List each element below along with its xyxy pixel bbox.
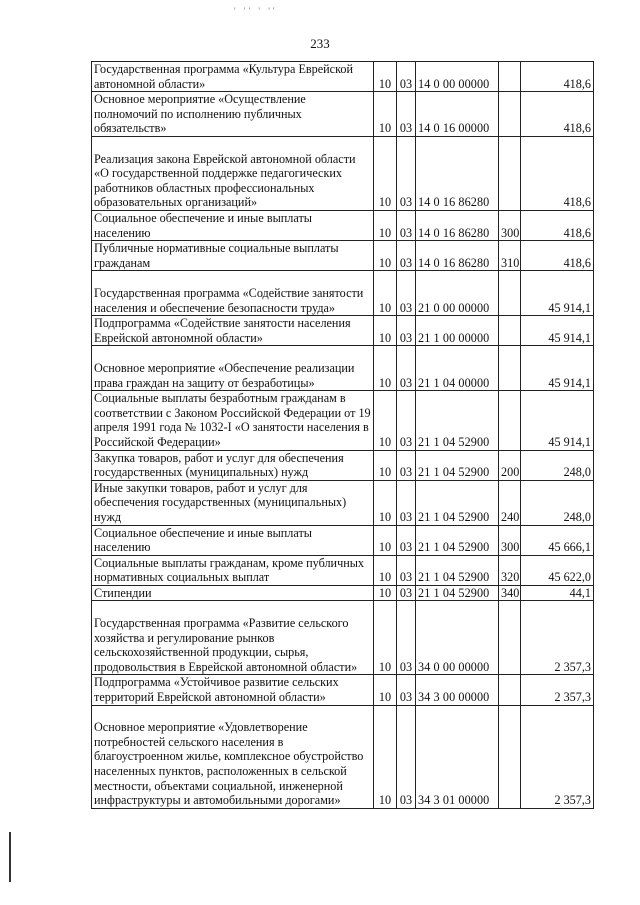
row-expense-type-cell: 340 <box>499 585 521 601</box>
row-name-cell: Основное мероприятие «Удовлетворение потребностей сельского населения в благоустроенном жилье, комплексное обустройство населенных пунктов, расположенных в сельской местности, объектами социальной, инженерной инфраструктуры и автомобильными дорогами» <box>92 705 374 808</box>
row-section-cell: 10 <box>374 450 397 480</box>
row-target-article-cell: 21 1 04 52900 <box>416 525 499 555</box>
row-section-cell: 10 <box>374 601 397 675</box>
row-section-cell: 10 <box>374 62 397 92</box>
table-row <box>92 210 594 240</box>
row-expense-type-cell <box>499 92 521 137</box>
row-section-cell: 10 <box>374 705 397 808</box>
row-name-cell: Стипендии <box>92 585 374 601</box>
row-amount-cell: 2 357,3 <box>521 705 594 808</box>
row-name-cell: Государственная программа «Культура Еврейской автономной области» <box>92 62 374 92</box>
row-name-cell: Иные закупки товаров, работ и услуг для обеспечения государственных (муниципальных) нужд <box>92 480 374 525</box>
row-expense-type-cell <box>499 136 521 210</box>
table-row <box>92 585 594 601</box>
row-expense-type-cell: 300 <box>499 525 521 555</box>
row-amount-cell: 45 914,1 <box>521 346 594 391</box>
row-expense-type-cell: 320 <box>499 555 521 585</box>
row-name-cell: Социальные выплаты безработным гражданам в соответствии с Законом Российской Федерации от 19 апреля 1991 года № 1032-I «О занятости населения в Российской Федерации» <box>92 391 374 450</box>
row-expense-type-cell <box>499 271 521 316</box>
row-subsection-cell: 03 <box>397 480 416 525</box>
row-expense-type-cell <box>499 316 521 346</box>
row-name-cell: Публичные нормативные социальные выплаты гражданам <box>92 241 374 271</box>
row-section-cell: 10 <box>374 346 397 391</box>
row-subsection-cell: 03 <box>397 346 416 391</box>
row-target-article-cell: 21 1 04 52900 <box>416 480 499 525</box>
row-name-cell: Реализация закона Еврейской автономной области «О государственной поддержке педагогических работников областных профессиональных образовательных организаций» <box>92 136 374 210</box>
row-amount-cell: 45 914,1 <box>521 316 594 346</box>
row-section-cell: 10 <box>374 210 397 240</box>
row-amount-cell: 45 666,1 <box>521 525 594 555</box>
row-target-article-cell: 21 1 00 00000 <box>416 316 499 346</box>
row-amount-cell: 44,1 <box>521 585 594 601</box>
table-row <box>92 92 594 137</box>
row-expense-type-cell: 300 <box>499 210 521 240</box>
row-name-cell: Подпрограмма «Устойчивое развитие сельских территорий Еврейской автономной области» <box>92 675 374 705</box>
table-row <box>92 675 594 705</box>
row-target-article-cell: 14 0 00 00000 <box>416 62 499 92</box>
table-row <box>92 480 594 525</box>
row-name-cell: Социальное обеспечение и иные выплаты населению <box>92 210 374 240</box>
scan-artifact-marks: ' '' ' '' <box>234 6 278 16</box>
budget-table <box>91 61 594 809</box>
row-expense-type-cell: 240 <box>499 480 521 525</box>
row-name-cell: Государственная программа «Содействие занятости населения и обеспечение безопасности труда» <box>92 271 374 316</box>
row-amount-cell: 248,0 <box>521 480 594 525</box>
row-expense-type-cell: 200 <box>499 450 521 480</box>
table-row <box>92 391 594 450</box>
row-name-cell: Основное мероприятие «Осуществление полномочий по исполнению публичных обязательств» <box>92 92 374 137</box>
row-target-article-cell: 34 0 00 00000 <box>416 601 499 675</box>
row-amount-cell: 2 357,3 <box>521 675 594 705</box>
row-amount-cell: 418,6 <box>521 241 594 271</box>
row-expense-type-cell <box>499 62 521 92</box>
table-row <box>92 241 594 271</box>
row-name-cell: Социальное обеспечение и иные выплаты населению <box>92 525 374 555</box>
row-section-cell: 10 <box>374 136 397 210</box>
row-target-article-cell: 34 3 01 00000 <box>416 705 499 808</box>
row-subsection-cell: 03 <box>397 601 416 675</box>
row-subsection-cell: 03 <box>397 585 416 601</box>
row-amount-cell: 418,6 <box>521 92 594 137</box>
row-target-article-cell: 21 1 04 52900 <box>416 450 499 480</box>
table-row <box>92 62 594 92</box>
budget-table-body <box>92 62 594 809</box>
row-amount-cell: 45 622,0 <box>521 555 594 585</box>
row-subsection-cell: 03 <box>397 525 416 555</box>
row-section-cell: 10 <box>374 271 397 316</box>
row-section-cell: 10 <box>374 241 397 271</box>
row-target-article-cell: 21 1 04 00000 <box>416 346 499 391</box>
row-section-cell: 10 <box>374 92 397 137</box>
row-amount-cell: 2 357,3 <box>521 601 594 675</box>
row-name-cell: Подпрограмма «Содействие занятости населения Еврейской автономной области» <box>92 316 374 346</box>
table-row <box>92 271 594 316</box>
row-name-cell: Социальные выплаты гражданам, кроме публичных нормативных социальных выплат <box>92 555 374 585</box>
row-section-cell: 10 <box>374 555 397 585</box>
row-subsection-cell: 03 <box>397 450 416 480</box>
row-section-cell: 10 <box>374 480 397 525</box>
table-row <box>92 136 594 210</box>
row-expense-type-cell <box>499 675 521 705</box>
page-number: 233 <box>310 36 330 51</box>
row-expense-type-cell: 310 <box>499 241 521 271</box>
row-section-cell: 10 <box>374 391 397 450</box>
table-row <box>92 316 594 346</box>
row-amount-cell: 418,6 <box>521 136 594 210</box>
row-target-article-cell: 14 0 16 86280 <box>416 136 499 210</box>
table-row <box>92 346 594 391</box>
row-amount-cell: 45 914,1 <box>521 391 594 450</box>
row-expense-type-cell <box>499 346 521 391</box>
row-section-cell: 10 <box>374 525 397 555</box>
row-target-article-cell: 14 0 16 00000 <box>416 92 499 137</box>
row-expense-type-cell <box>499 601 521 675</box>
row-subsection-cell: 03 <box>397 391 416 450</box>
row-target-article-cell: 21 0 00 00000 <box>416 271 499 316</box>
table-row <box>92 601 594 675</box>
row-subsection-cell: 03 <box>397 136 416 210</box>
row-subsection-cell: 03 <box>397 271 416 316</box>
row-subsection-cell: 03 <box>397 210 416 240</box>
row-subsection-cell: 03 <box>397 705 416 808</box>
row-target-article-cell: 34 3 00 00000 <box>416 675 499 705</box>
row-target-article-cell: 21 1 04 52900 <box>416 555 499 585</box>
table-row <box>92 525 594 555</box>
row-amount-cell: 418,6 <box>521 62 594 92</box>
row-target-article-cell: 14 0 16 86280 <box>416 210 499 240</box>
table-row <box>92 450 594 480</box>
row-amount-cell: 418,6 <box>521 210 594 240</box>
row-name-cell: Основное мероприятие «Обеспечение реализации права граждан на защиту от безработицы» <box>92 346 374 391</box>
row-target-article-cell: 14 0 16 86280 <box>416 241 499 271</box>
row-subsection-cell: 03 <box>397 555 416 585</box>
row-section-cell: 10 <box>374 675 397 705</box>
row-amount-cell: 248,0 <box>521 450 594 480</box>
row-amount-cell: 45 914,1 <box>521 271 594 316</box>
row-subsection-cell: 03 <box>397 675 416 705</box>
row-section-cell: 10 <box>374 585 397 601</box>
row-section-cell: 10 <box>374 316 397 346</box>
row-name-cell: Закупка товаров, работ и услуг для обеспечения государственных (муниципальных) нужд <box>92 450 374 480</box>
row-subsection-cell: 03 <box>397 316 416 346</box>
row-target-article-cell: 21 1 04 52900 <box>416 585 499 601</box>
row-subsection-cell: 03 <box>397 62 416 92</box>
table-row <box>92 705 594 808</box>
table-row <box>92 555 594 585</box>
row-subsection-cell: 03 <box>397 241 416 271</box>
row-subsection-cell: 03 <box>397 92 416 137</box>
row-expense-type-cell <box>499 391 521 450</box>
left-margin-line <box>9 832 11 882</box>
row-expense-type-cell <box>499 705 521 808</box>
row-target-article-cell: 21 1 04 52900 <box>416 391 499 450</box>
row-name-cell: Государственная программа «Развитие сельского хозяйства и регулирование рынков сельскохозяйственной продукции, сырья, продовольствия в Еврейской автономной области» <box>92 601 374 675</box>
